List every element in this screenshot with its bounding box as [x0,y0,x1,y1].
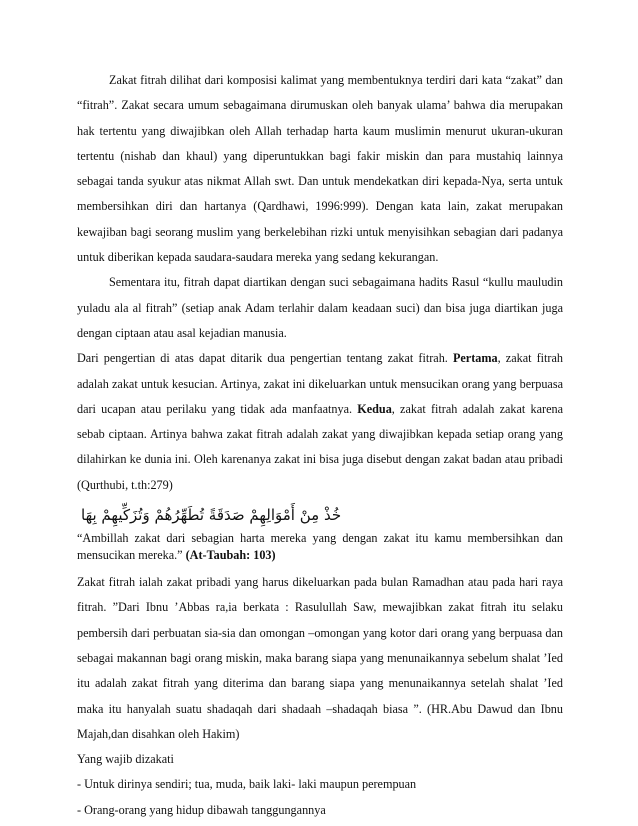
paragraph-zakat-definition: Zakat fitrah dilihat dari komposisi kalimat yang membentuknya terdiri dari kata “zakat” dan “fitrah”. Zakat secara umum sebagaimana dirumuskan oleh banyak ulama’ bahwa dia merupakan hak tertentu yang diwajibkan oleh Allah terhadap harta kaum muslimin menurut ukuran-ukuran tertentu (nishab dan khaul) yang diperuntukkan bagi fakir miskin dan para mustahiq lainnya sebagai tanda syukur atas nikmat Allah swt. Dan untuk mendekatkan diri kepada-Nya, serta untuk membersihkan diri dan hartanya (Qardhawi, 1996:999). Dengan kata lain, zakat merupakan kewajiban bagi seorang muslim yang berkelebihan rizki untuk menyisihkan sebagian dari padanya untuk diberikan kepada saudara-saudara mereka yang sedang kekurangan. [77,73,563,265]
first-meaning-text: , zakat fitrah adalah zakat untuk kesucian. Artinya, zakat ini dikeluarkan untuk mensucikan orang yang berpuasa dari ucapan atau perilaku yang tidak ada manfaatnya. [77,351,563,416]
paragraph-fitrah-definition: Sementara itu, fitrah dapat diartikan dengan suci sebagaimana hadits Rasul “kullu mauludin yuladu ala al fitrah” (setiap anak Adam terlahir dalam keadaan suci) dan bisa juga diartikan juga dengan ciptaan atau asal kejadian manusia. [77,275,563,340]
paragraph-hadith: Zakat fitrah ialah zakat pribadi yang harus dikeluarkan pada bulan Ramadhan atau pada hari raya fitrah. ”Dari Ibnu ’Abbas ra,ia berkata : Rasulullah Saw, mewajibkan zakat fitrah itu selaku pembersih dari perbuatan sia-sia dan omongan –omongan yang kotor dari orang yang berpuasa dan sebagai makannan bagi orang miskin, maka barang siapa yang menunaikannya sebelum shalat ’Ied itu adalah zakat fitrah yang diterima dan barang siapa yang menunaikannya setelah shalat ’Ied maka itu hanyalah suatu shadaqah dari shadaah –shadaqah biasa ”. (HR.Abu Dawud dan Ibnu Majah,dan disahkan oleh Hakim) [77,575,563,741]
list-item: - Untuk dirinya sendiri; tua, muda, baik laki- laki maupun perempuan [77,777,417,792]
arabic-verse: خُذْ مِنْ أَمْوَالِهِمْ صَدَقَةً تُطَهِّرُهُمْ وَتُزَكِّيهِمْ بِهَا [81,506,342,525]
document-body [77,68,563,823]
second-meaning-text: , zakat fitrah adalah zakat karena sebab ciptaan. Artinya bahwa zakat fitrah adalah zakat yang diwajibkan kepada setiap orang yang dilahirkan ke dunia ini. Oleh karenanya zakat ini bisa juga disebut dengan zakat badan atau pribadi (Qurthubi, t.th:279) [77,401,563,492]
list-item: - Orang-orang yang hidup dibawah tanggungannya [77,802,326,817]
list-heading: Yang wajib dizakati [77,752,174,767]
two-meanings-intro: Dari pengertian di atas dapat ditarik dua pengertian tentang zakat fitrah. [77,351,448,366]
verse-translation [77,530,563,564]
pertama-label: Pertama [452,351,498,366]
kedua-label: Kedua [357,401,392,416]
verse-reference: (At-Taubah: 103) [185,548,276,563]
paragraph-two-meanings [77,346,563,498]
translation-text: “Ambillah zakat dari sebagian harta mereka yang dengan zakat itu kamu membersihkan dan mensucikan mereka.” [77,531,563,563]
